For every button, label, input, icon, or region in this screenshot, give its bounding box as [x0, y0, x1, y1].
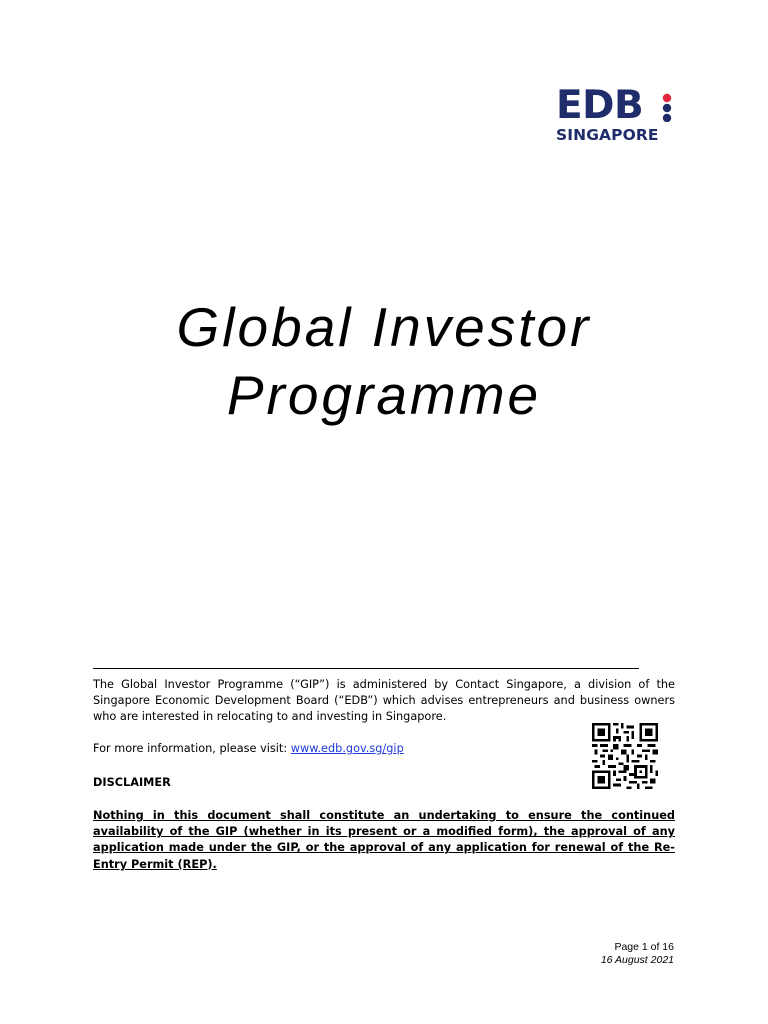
disclaimer-text: Nothing in this document shall constitute an undertaking to ensure the continued availability of the GIP (whether in its present or a modified form), the approval of any application made under the GIP, or the approval of any application for renewal of the Re-Entry Permit (REP). — [93, 809, 675, 871]
document-date: 16 August 2021 — [600, 954, 674, 966]
gip-website-link[interactable]: www.edb.gov.sg/gip — [290, 742, 404, 755]
intro-paragraph: The Global Investor Programme (“GIP”) is administered by Contact Singapore, a division of the Singapore Economic Development Board (“EDB”) which advises entrepreneurs and business owners who are interested in relocating to and investing in Singapore. — [93, 678, 675, 724]
page-number: Page 1 of 16 — [614, 941, 674, 953]
qr-code-icon — [592, 723, 658, 789]
title-line-2: Programme — [226, 364, 542, 426]
info-prefix: For more information, please visit: — [93, 742, 291, 755]
title-line-1: Global Investor — [176, 296, 592, 358]
info-line — [93, 741, 404, 757]
document-body — [93, 677, 675, 871]
logo-colon-dots-icon — [662, 92, 672, 122]
logo-singapore-text: SINGAPORE — [556, 126, 659, 144]
document-title — [0, 293, 768, 429]
page-footer — [601, 941, 674, 967]
disclaimer-heading: DISCLAIMER — [93, 776, 171, 789]
logo-edb-text: EDB — [556, 83, 644, 128]
edb-singapore-logo — [556, 83, 674, 146]
section-divider — [93, 668, 639, 669]
